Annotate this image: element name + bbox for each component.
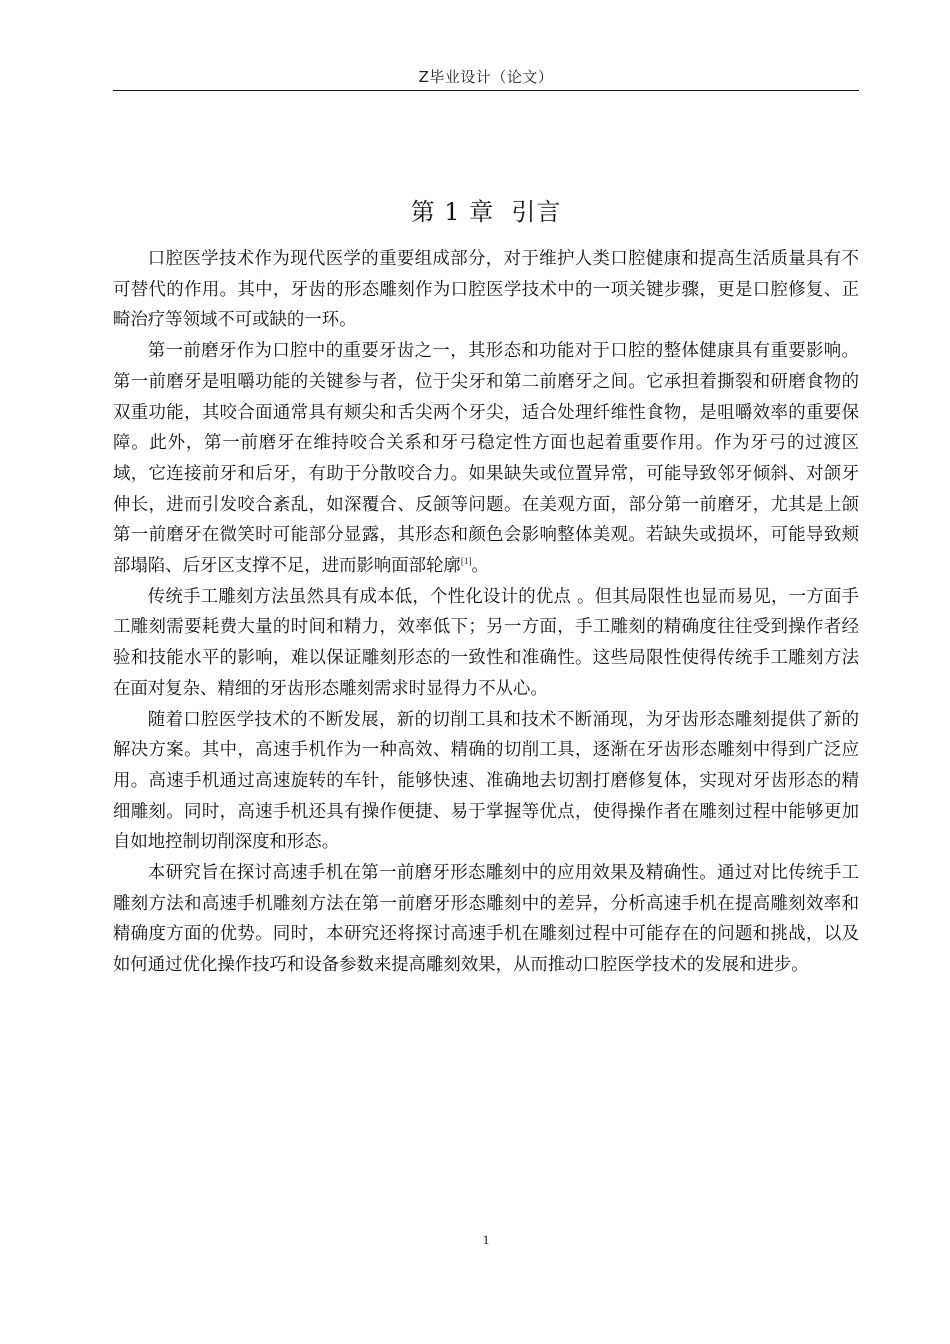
paragraph-2-ending: 。	[471, 556, 489, 577]
paragraph-2	[113, 336, 859, 582]
paragraph-2-text: 第一前磨牙作为口腔中的重要牙齿之一，其形态和功能对于口腔的整体健康具有重要影响。第一前磨牙是咀嚼功能的关键参与者，位于尖牙和第二前磨牙之间。它承担着撕裂和研磨食物的双重功能，其咬合面通常具有颊尖和舌尖两个牙尖，适合处理纤维性食物，是咀嚼效率的重要保障。此外，第一前磨牙在维持咬合关系和牙弓稳定性方面也起着重要作用。作为牙弓的过渡区域，它连接前牙和后牙，有助于分散咬合力。如果缺失或位置异常，可能导致邻牙倾斜、对颌牙伸长，进而引发咬合紊乱，如深覆合、反颌等问题。在美观方面，部分第一前磨牙，尤其是上颌第一前磨牙在微笑时可能部分显露，其形态和颜色会影响整体美观。若缺失或损坏，可能导致颊部塌陷、后牙区支撑不足，进而影响面部轮廓	[113, 341, 859, 577]
paragraph-5: 本研究旨在探讨高速手机在第一前磨牙形态雕刻中的应用效果及精确性。通过对比传统手工雕刻方法和高速手机雕刻方法在第一前磨牙形态雕刻中的差异，分析高速手机在提高雕刻效率和精确度方面的优势。同时，本研究还将探讨高速手机在雕刻过程中可能存在的问题和挑战，以及如何通过优化操作技巧和设备参数来提高雕刻效果，从而推动口腔医学技术的发展和进步。	[113, 863, 859, 976]
chapter-number: 第 1 章	[410, 198, 495, 227]
paragraph-1: 口腔医学技术作为现代医学的重要组成部分，对于维护人类口腔健康和提高生活质量具有不可替代的作用。其中，牙齿的形态雕刻作为口腔医学技术中的一项关键步骤，更是口腔修复、正畸治疗等领域不可或缺的一环。	[113, 249, 859, 331]
paragraph-4: 随着口腔医学技术的不断发展，新的切削工具和技术不断涌现，为牙齿形态雕刻提供了新的解决方案。其中，高速手机作为一种高效、精确的切削工具，逐渐在牙齿形态雕刻中得到广泛应用。高速手机通过高速旋转的车针，能够快速、准确地去切割打磨修复体，实现对牙齿形态的精细雕刻。同时，高速手机还具有操作便捷、易于掌握等优点，使得操作者在雕刻过程中能够更加自如地控制切削深度和形态。	[113, 709, 859, 853]
citation-reference[interactable]: [1]	[460, 556, 472, 567]
chapter-body	[113, 244, 859, 981]
paragraph-3: 传统手工雕刻方法虽然具有成本低，个性化设计的优点 。但其局限性也显而易见，一方面手工雕刻需要耗费大量的时间和精力，效率低下；另一方面，手工雕刻的精确度往往受到操作者经验和技能水平的影响，难以保证雕刻形态的一致性和准确性。这些局限性使得传统手工雕刻方法在面对复杂、精细的牙齿形态雕刻需求时显得力不从心。	[113, 586, 859, 699]
chapter-title-text: 引言	[511, 198, 562, 227]
chapter-heading	[113, 192, 859, 227]
running-header: Z毕业设计（论文）	[418, 68, 554, 86]
header-divider	[113, 90, 859, 91]
page-number: 1	[482, 1232, 490, 1247]
